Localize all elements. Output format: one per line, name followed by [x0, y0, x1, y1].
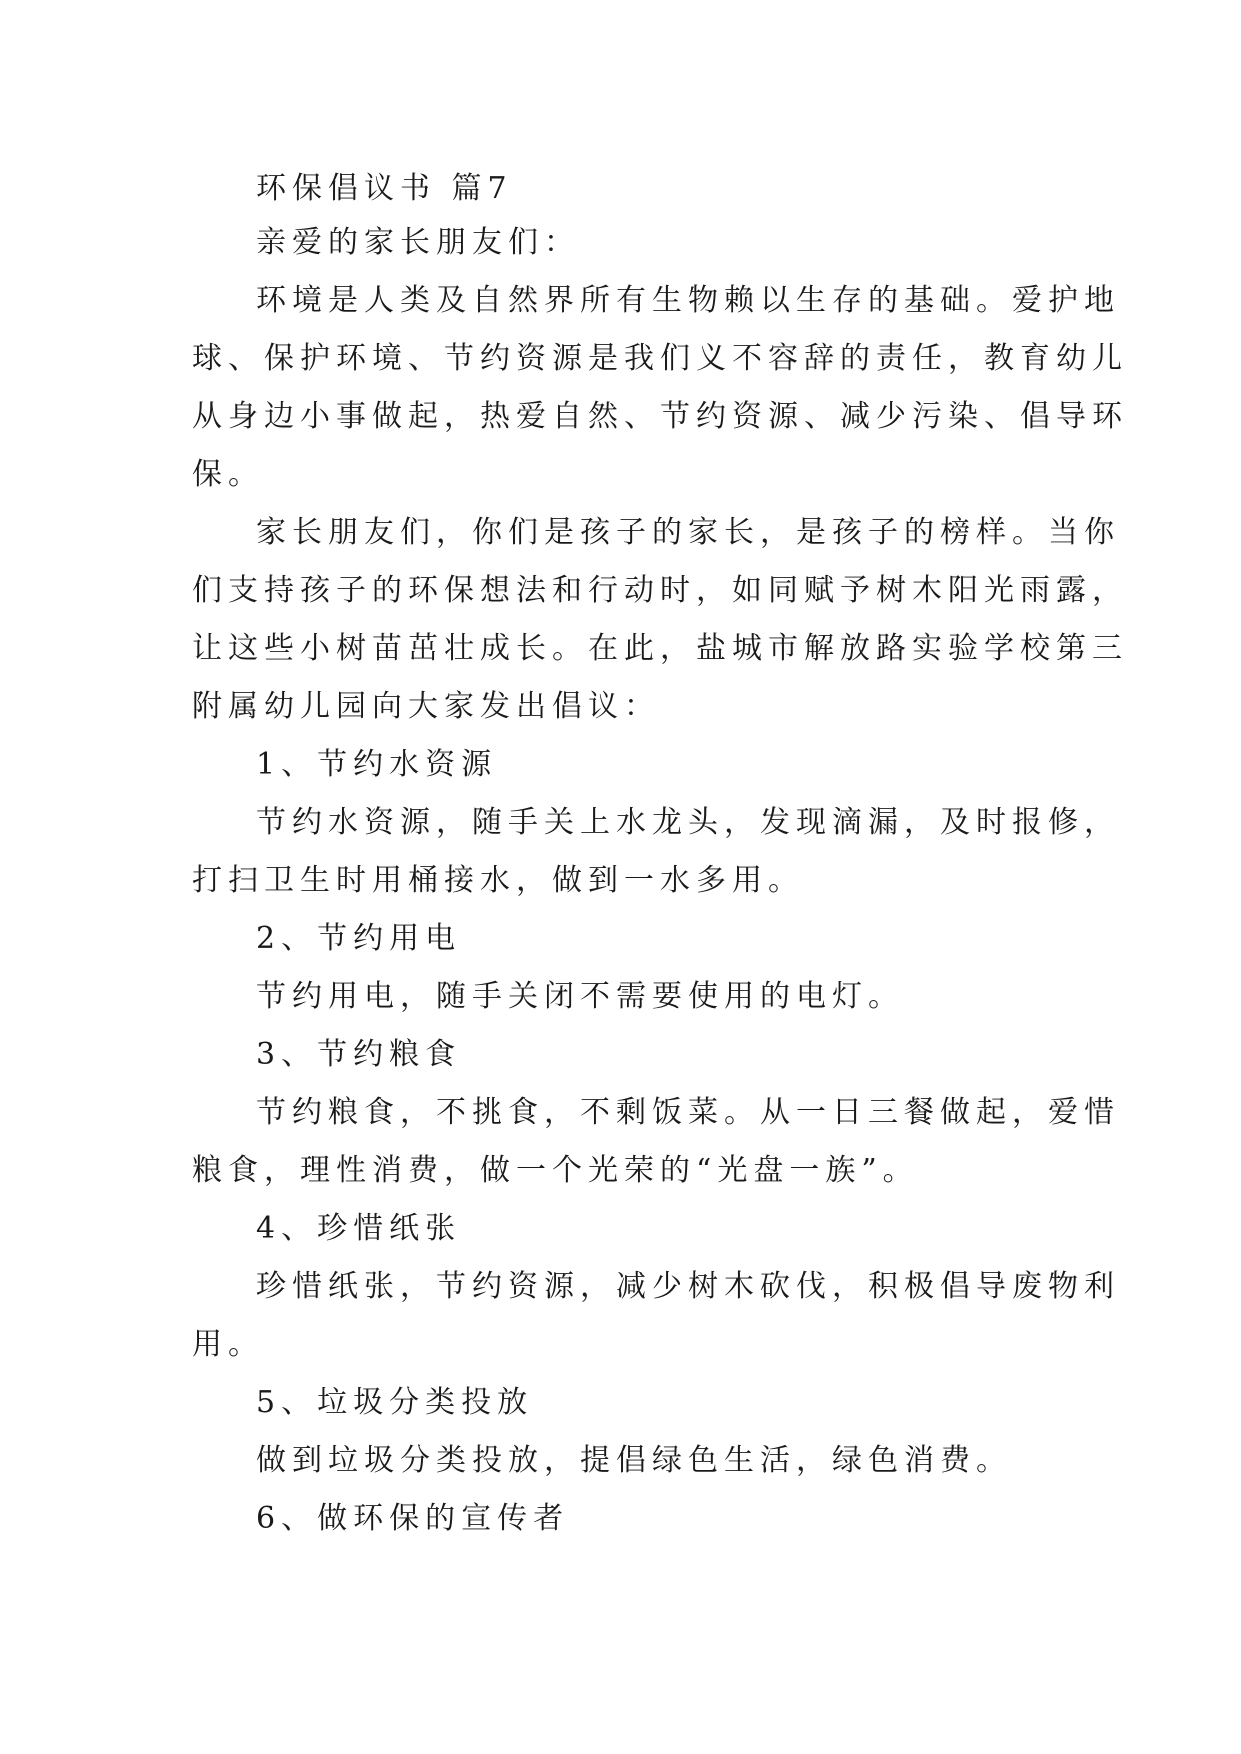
- intro-paragraph: [192, 272, 1128, 504]
- item-paragraph: [192, 1432, 1052, 1490]
- item-heading: 6、做环保的宣传者: [256, 1501, 570, 1536]
- item-heading: 4、珍惜纸张: [256, 1211, 462, 1246]
- paragraph-line: 做到垃圾分类投放，提倡绿色生活，绿色消费。: [256, 1443, 1012, 1478]
- paragraph-line: 家长朋友们，你们是孩子的家长，是孩子的榜样。当你: [256, 515, 1120, 550]
- item-paragraph: [192, 968, 1052, 1026]
- salutation: 亲爱的家长朋友们：: [256, 225, 580, 260]
- paragraph-line: 节约粮食，不挑食，不剩饭菜。从一日三餐做起，爱惜: [256, 1095, 1120, 1130]
- paragraph-line: 节约水资源，随手关上水龙头，发现滴漏，及时报修，: [256, 805, 1120, 840]
- item-heading: 5、垃圾分类投放: [256, 1385, 534, 1420]
- paragraph-line: 保。: [192, 457, 264, 492]
- paragraph-line: 球、保护环境、节约资源是我们义不容辞的责任，教育幼儿: [192, 341, 1128, 376]
- item-heading: 2、节约用电: [256, 921, 462, 956]
- item-heading: 3、节约粮食: [256, 1037, 462, 1072]
- paragraph-line: 珍惜纸张，节约资源，减少树木砍伐，积极倡导废物利: [256, 1269, 1120, 1304]
- paragraph-line: 让这些小树苗茁壮成长。在此，盐城市解放路实验学校第三: [192, 631, 1128, 666]
- paragraph-line: 节约用电，随手关闭不需要使用的电灯。: [256, 979, 904, 1014]
- paragraph-line: 打扫卫生时用桶接水，做到一水多用。: [192, 863, 804, 898]
- parents-paragraph: [192, 504, 1128, 736]
- paragraph-line: 们支持孩子的环保想法和行动时，如同赋予树木阳光雨露，: [192, 573, 1128, 608]
- paragraph-line: 从身边小事做起，热爱自然、节约资源、减少污染、倡导环: [192, 399, 1128, 434]
- paragraph-line: 粮食，理性消费，做一个光荣的“光盘一族”。: [192, 1153, 919, 1188]
- document-body: [192, 160, 1128, 1548]
- item-paragraph: [192, 1258, 1120, 1374]
- item-paragraph: [192, 794, 1120, 910]
- item-paragraph: [192, 1084, 1120, 1200]
- paragraph-line: 用。: [192, 1327, 264, 1362]
- paragraph-line: 附属幼儿园向大家发出倡议：: [192, 689, 660, 724]
- document-title: 环保倡议书 篇7: [256, 171, 513, 206]
- item-heading: 1、节约水资源: [256, 747, 498, 782]
- paragraph-line: 环境是人类及自然界所有生物赖以生存的基础。爱护地: [256, 283, 1120, 318]
